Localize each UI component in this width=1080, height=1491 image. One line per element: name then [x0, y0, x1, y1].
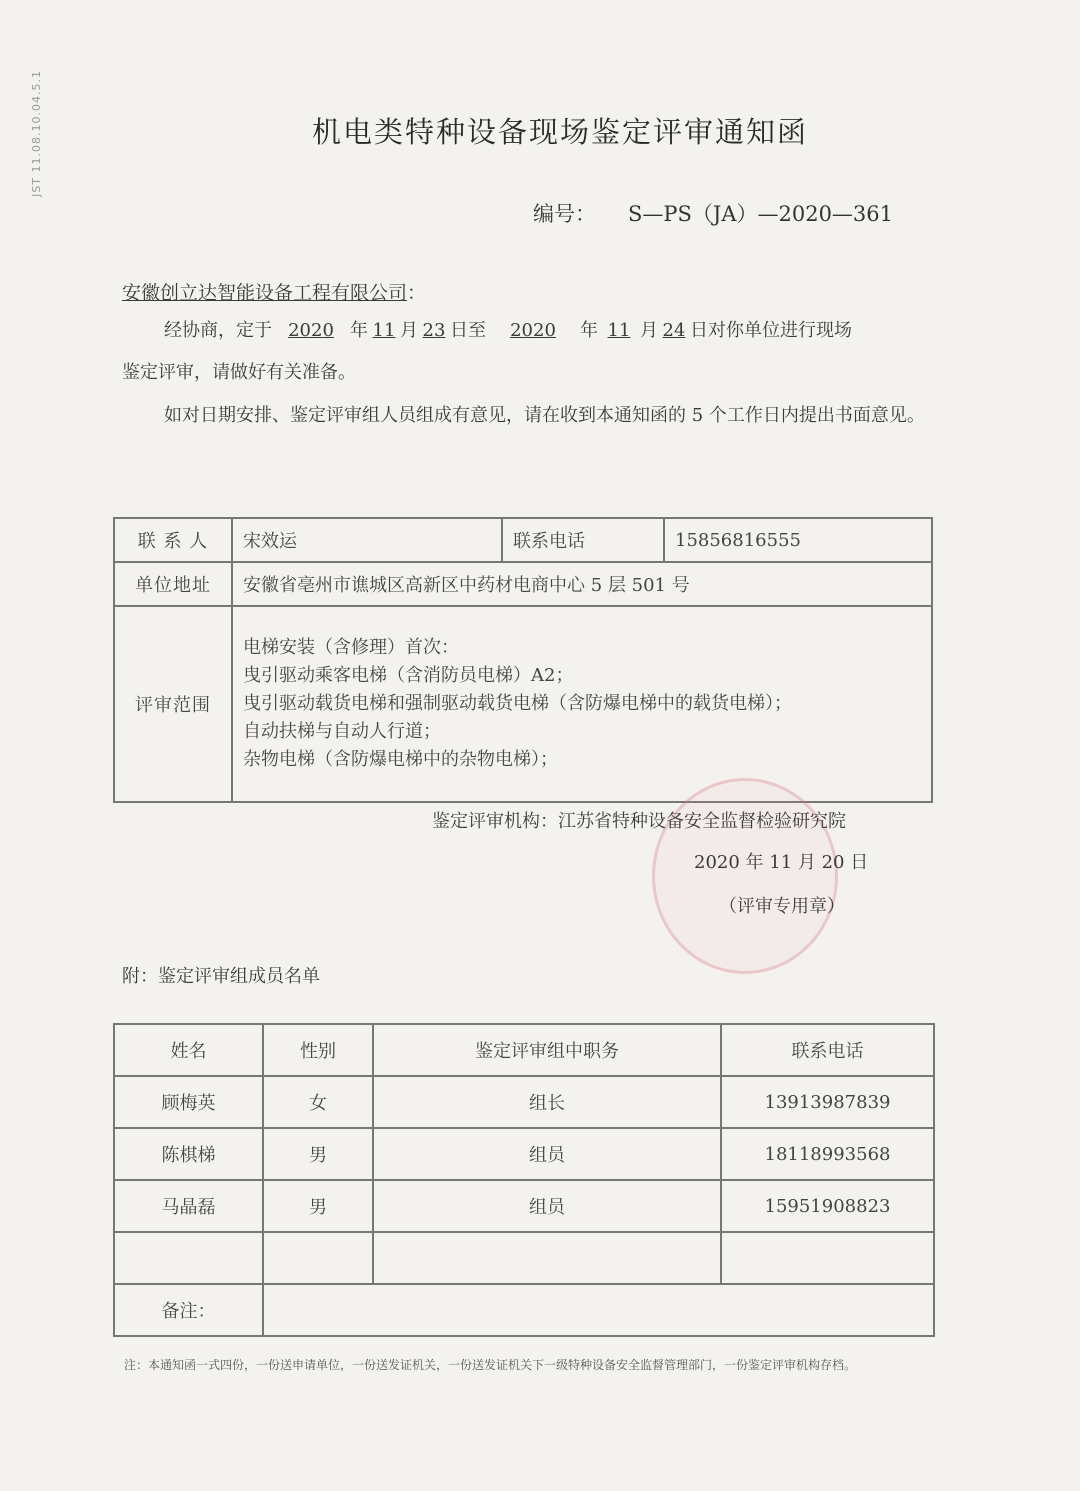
objection-text: 如对日期安排、鉴定评审组人员组成有意见，请在收到本通知函的 5 个工作日内提出书面意见。: [164, 405, 925, 426]
addressee-suffix: ：: [407, 282, 427, 304]
schedule-text: 日至: [450, 320, 486, 341]
scope-list: [232, 606, 932, 802]
end-day: 24: [662, 320, 686, 341]
table-row-empty: [114, 1232, 934, 1284]
header-phone: 联系电话: [721, 1024, 934, 1076]
paragraph-objection: [122, 395, 932, 437]
header-name: 姓名: [114, 1024, 263, 1076]
start-month: 11: [372, 320, 396, 341]
member-name: 陈棋梯: [114, 1128, 263, 1180]
remark-value: [263, 1284, 934, 1336]
issue-date: 2020 年 11 月 20 日: [694, 852, 869, 873]
schedule-text: 鉴定评审，请做好有关准备。: [122, 362, 356, 383]
member-name: 顾梅英: [114, 1076, 263, 1128]
document-number-label: 编号：: [533, 202, 596, 226]
info-table: [113, 517, 933, 803]
member-gender: 男: [263, 1180, 373, 1232]
empty-cell: [373, 1232, 721, 1284]
address-value: 安徽省亳州市谯城区高新区中药材电商中心 5 层 501 号: [232, 562, 932, 606]
schedule-text: 经协商，定于: [164, 320, 272, 341]
remark-label: 备注：: [114, 1284, 263, 1336]
remark-row: [114, 1284, 934, 1336]
addressee-name: 安徽创立达智能设备工程有限公司: [122, 282, 408, 304]
addressee: [122, 278, 426, 305]
end-year: 2020: [510, 320, 556, 341]
table-header-row: [114, 1024, 934, 1076]
member-role: 组长: [373, 1076, 721, 1128]
member-role: 组员: [373, 1180, 721, 1232]
member-phone: 13913987839: [721, 1076, 934, 1128]
member-gender: 男: [263, 1128, 373, 1180]
start-year: 2020: [288, 320, 334, 341]
document-number: [533, 198, 893, 228]
schedule-text: 年: [350, 320, 368, 341]
footnote: 注：本通知函一式四份，一份送申请单位，一份送发证机关，一份送发证机关下一级特种设备安全监督管理部门，一份鉴定评审机构存档。: [124, 1358, 857, 1372]
scope-item: 曳引驱动载货电梯和强制驱动载货电梯（含防爆电梯中的载货电梯）；: [243, 693, 792, 714]
scope-item: 自动扶梯与自动人行道；: [243, 721, 441, 742]
start-day: 23: [422, 320, 446, 341]
member-gender: 女: [263, 1076, 373, 1128]
schedule-text: 月: [640, 320, 658, 341]
header-role: 鉴定评审组中职务: [373, 1024, 721, 1076]
empty-cell: [263, 1232, 373, 1284]
contact-value: 宋效运: [232, 518, 502, 562]
end-month: 11: [607, 320, 631, 341]
member-phone: 15951908823: [721, 1180, 934, 1232]
scope-item: 曳引驱动乘客电梯（含消防员电梯）A2；: [243, 665, 574, 686]
member-role: 组员: [373, 1128, 721, 1180]
document-title: 机电类特种设备现场鉴定评审通知函: [311, 115, 808, 149]
review-organization: 鉴定评审机构：江苏省特种设备安全监督检验研究院: [432, 811, 846, 832]
members-table: [113, 1023, 935, 1337]
attachment-title: 附：鉴定评审组成员名单: [122, 966, 320, 987]
schedule-text: 年: [580, 320, 598, 341]
table-row: [114, 1128, 934, 1180]
phone-label: 联系电话: [502, 518, 664, 562]
schedule-text: 月: [400, 320, 418, 341]
phone-value: 15856816555: [664, 518, 932, 562]
scope-label: 评审范围: [114, 606, 232, 802]
address-label: 单位地址: [114, 562, 232, 606]
table-row: [114, 1076, 934, 1128]
empty-cell: [114, 1232, 263, 1284]
member-name: 马晶磊: [114, 1180, 263, 1232]
scope-item: 电梯安装（含修理）首次：: [243, 637, 459, 658]
paragraph-schedule: [122, 310, 932, 394]
empty-cell: [721, 1232, 934, 1284]
contact-label: 联 系 人: [114, 518, 232, 562]
document-number-value: S—PS（JA）—2020—361: [628, 202, 894, 226]
header-gender: 性别: [263, 1024, 373, 1076]
member-phone: 18118993568: [721, 1128, 934, 1180]
schedule-text: 日对你单位进行现场: [690, 320, 852, 341]
seal-caption: （评审专用章）: [719, 896, 845, 917]
scope-item: 杂物电梯（含防爆电梯中的杂物电梯）；: [243, 749, 558, 770]
table-row: [114, 1180, 934, 1232]
margin-form-code: JST 11.08.10.04.5.1: [30, 70, 43, 197]
